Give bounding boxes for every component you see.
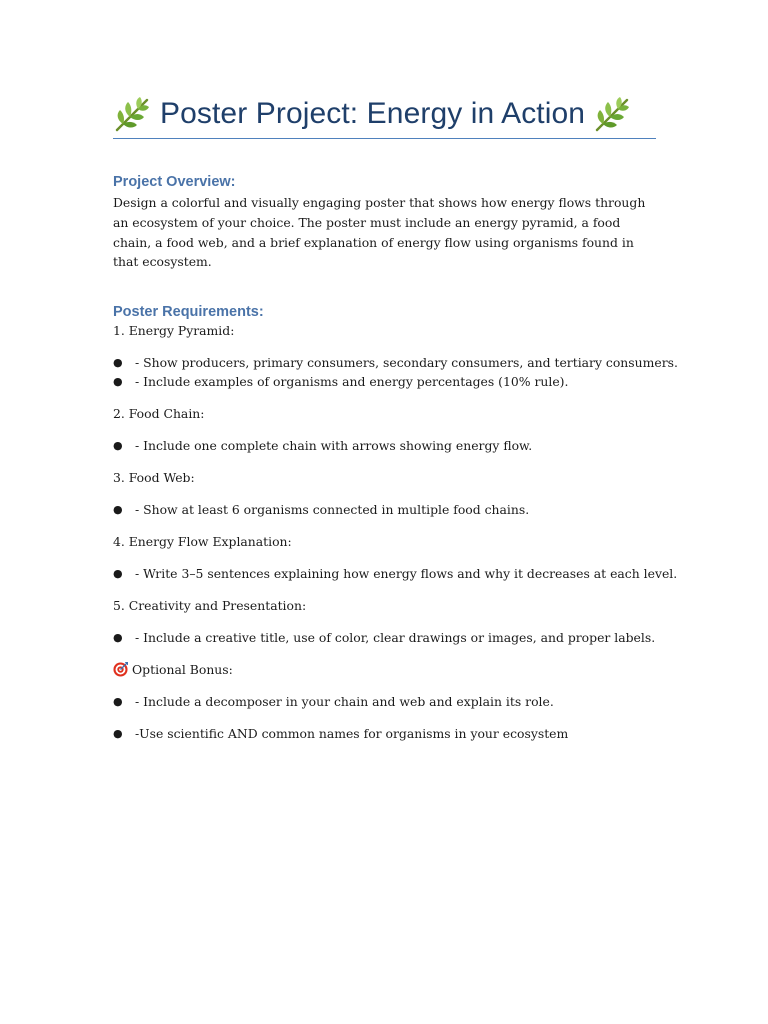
list-item [113,564,678,583]
overview-heading: Project Overview: [113,174,236,190]
page-title: Poster Project: Energy in Action [160,97,586,130]
list-item-text: - Include a creative title, use of color, clear drawings or images, and proper labels. [135,630,656,646]
list-item-text: - Include examples of organisms and energy percentages (10% rule). [135,374,569,390]
bullet-icon: ● [113,503,123,517]
title-row [113,92,656,136]
leaf-icon [113,94,153,134]
bullet-icon: ● [113,375,123,389]
list-item [113,628,656,647]
list-item [113,353,678,372]
requirement-label: 1. Energy Pyramid: [113,323,235,339]
list-item [113,500,656,519]
list-item [113,372,656,391]
bullet-icon: ● [113,727,123,741]
requirement-label: 5. Creativity and Presentation: [113,598,307,614]
bullet-icon: ● [113,695,123,709]
list-item [113,724,656,743]
bullet-icon: ● [113,439,123,453]
list-item-text: - Include a decomposer in your chain and web and explain its role. [135,694,554,710]
list-item-text: -Use scientific AND common names for organisms in your ecosystem [135,726,569,742]
bonus-label-row [113,660,656,679]
requirements-heading: Poster Requirements: [113,304,264,321]
list-item [113,436,656,455]
leaf-icon [593,94,633,134]
list-item [113,692,656,711]
bullet-icon: ● [113,356,123,370]
list-item-text: - Include one complete chain with arrows showing energy flow. [135,438,533,454]
title-divider [113,138,656,139]
requirement-label: 2. Food Chain: [113,406,205,422]
requirement-label: 3. Food Web: [113,470,195,486]
list-item-text: - Show at least 6 organisms connected in multiple food chains. [135,502,530,518]
requirement-label: 4. Energy Flow Explanation: [113,534,292,550]
overview-paragraph: Design a colorful and visually engaging poster that shows how energy flows through an ecosystem of your choice. The poster must include an energy pyramid, a food chain, a food web, and a brief explanation of energy flow using organisms found in that ecosystem. [113,195,646,270]
target-icon [113,662,128,677]
list-item-text: - Write 3–5 sentences explaining how energy flows and why it decreases at each level. [135,566,678,582]
bullet-icon: ● [113,567,123,581]
bullet-icon: ● [113,631,123,645]
bonus-label: Optional Bonus: [132,662,233,678]
list-item-text: - Show producers, primary consumers, secondary consumers, and tertiary consumers. [135,355,678,371]
